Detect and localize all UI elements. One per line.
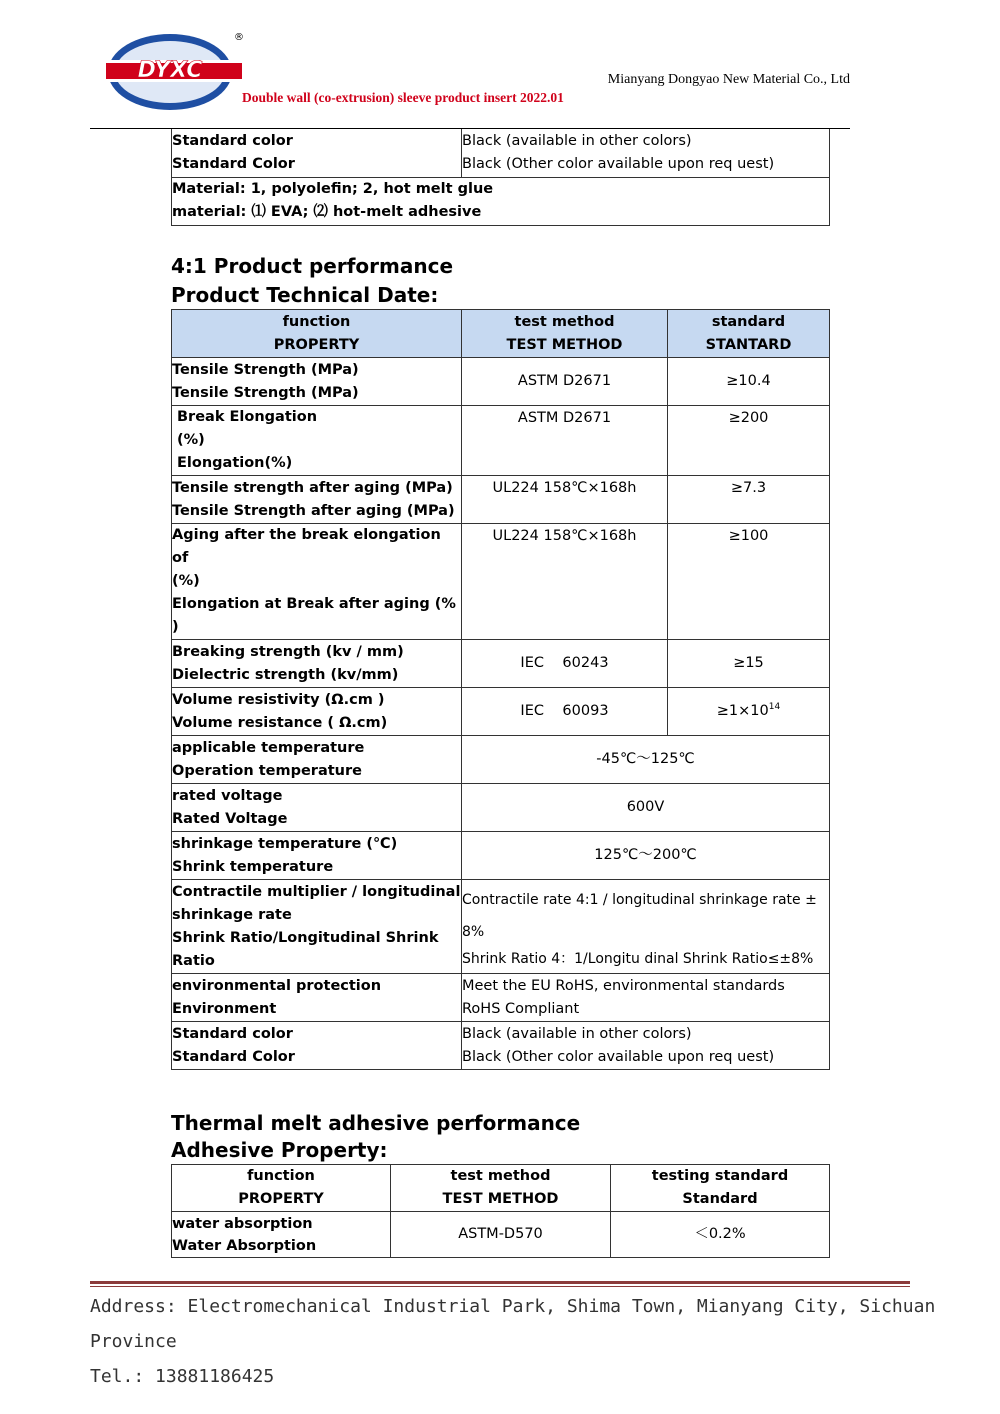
column-header: function (282, 313, 351, 330)
table-row (172, 880, 830, 974)
standard-value: ≥10.4 (668, 358, 830, 406)
table-row (172, 406, 830, 476)
column-header: test method (450, 1168, 551, 1184)
column-header: testing standard (651, 1168, 789, 1184)
value-text: Black (available in other colors) (462, 132, 692, 149)
performance-table (171, 309, 830, 1070)
property-label: Shrink Ratio/Longitudinal Shrink (172, 929, 439, 946)
test-method: ASTM-D570 (391, 1212, 611, 1258)
table-row (172, 524, 830, 640)
merged-value: -45℃～125℃ (462, 736, 830, 784)
column-header: test method (514, 313, 615, 330)
property-label: Tensile Strength after aging (MPa) (172, 502, 455, 519)
property-label: Standard color (172, 132, 293, 149)
footer-address: Address: Electromechanical Industrial Park, Shima Town, Mianyang City, Sichuan (90, 1296, 936, 1317)
value-text: Contractile rate 4:1 / longitudinal shrinkage rate ± (462, 891, 817, 908)
standard-value: ＜0.2% (611, 1212, 830, 1258)
property-label: Environment (172, 1000, 277, 1017)
property-label: Rated Voltage (172, 810, 288, 827)
column-header: PROPERTY (238, 1191, 324, 1207)
property-label: Standard Color (172, 155, 295, 172)
column-header: TEST METHOD (442, 1191, 559, 1207)
column-header: function (247, 1168, 315, 1184)
top-table (171, 129, 830, 226)
table-row (172, 358, 830, 406)
table-row (172, 476, 830, 524)
table-header-row (172, 310, 830, 358)
table-row (172, 736, 830, 784)
table-row (172, 832, 830, 880)
footer-address: Province (90, 1331, 177, 1352)
table-row (172, 784, 830, 832)
property-label: Shrink temperature (172, 858, 334, 875)
company-logo (104, 26, 244, 116)
table-row (172, 1022, 830, 1070)
footer-rule (90, 1286, 910, 1287)
material-text: Material: 1, polyolefin; 2, hot melt glue (172, 181, 494, 197)
property-label: (%) (172, 573, 200, 589)
property-label: Operation temperature (172, 762, 362, 779)
section-heading: Thermal melt adhesive performance (171, 1111, 581, 1135)
test-method: IEC 60093 (462, 688, 668, 736)
property-label: Water Absorption (172, 1237, 317, 1254)
value-text: Black (Other color available upon req uest) (462, 155, 775, 172)
property-label: ) (172, 619, 179, 635)
property-label: rated voltage (172, 787, 283, 804)
document-subtitle: Double wall (co-extrusion) sleeve product insert 2022.01 (242, 90, 564, 105)
footer-rule (90, 1281, 910, 1284)
standard-value: ≥200 (668, 406, 830, 476)
merged-value: 125℃～200℃ (462, 832, 830, 880)
value-text: Meet the EU RoHS, environmental standards (462, 977, 785, 994)
column-header: standard (711, 313, 786, 330)
value-text: RoHS Compliant (462, 1000, 580, 1017)
property-label: Elongation at Break after aging (% (172, 596, 456, 612)
property-label: shrinkage temperature (℃) (172, 835, 398, 852)
column-header: PROPERTY (273, 336, 360, 353)
property-label: Tensile Strength (MPa) (172, 384, 359, 401)
property-label: applicable temperature (172, 739, 365, 756)
standard-value (668, 688, 830, 736)
column-header: TEST METHOD (506, 336, 623, 353)
section-heading: 4:1 Product performance (171, 254, 454, 278)
table-row (172, 688, 830, 736)
table-row (172, 640, 830, 688)
property-label: Breaking strength (kv / mm) (172, 643, 404, 660)
company-name: Mianyang Dongyao New Material Co., Ltd (607, 72, 850, 87)
test-method: UL224 158℃×168h (462, 476, 668, 524)
test-method: UL224 158℃×168h (462, 524, 668, 640)
value-text: 8% (462, 923, 485, 940)
material-text: material: ⑴ EVA; ⑵ hot-melt adhesive (172, 204, 482, 220)
table-row (172, 1212, 830, 1258)
property-label: Elongation(%) (177, 455, 293, 471)
property-label: Break Elongation (177, 409, 318, 425)
value-text: Shrink Ratio 4：1/Longitu dinal Shrink Ratio≤±8% (462, 950, 814, 967)
property-label: Volume resistance ( Ω.cm) (172, 714, 388, 731)
property-label: Aging after the break elongation of (172, 527, 441, 566)
column-header: STANTARD (705, 336, 792, 353)
standard-value: ≥15 (668, 640, 830, 688)
property-label: Tensile strength after aging (MPa) (172, 479, 453, 496)
section-subheading: Product Technical Date: (171, 283, 439, 307)
table-row (172, 974, 830, 1022)
registered-mark: ® (234, 32, 244, 43)
property-label: Contractile multiplier / longitudinal (172, 883, 461, 900)
column-header: Standard (682, 1191, 758, 1207)
test-method: ASTM D2671 (462, 406, 668, 476)
standard-base: ≥1×10 (716, 703, 769, 719)
property-label: shrinkage rate (172, 906, 292, 923)
standard-value: ≥7.3 (668, 476, 830, 524)
property-label: (%) (177, 432, 205, 448)
adhesive-table (171, 1164, 830, 1258)
property-label: water absorption (172, 1215, 313, 1232)
table-row (172, 129, 830, 177)
property-label: Dielectric strength (kv/mm) (172, 666, 399, 683)
table-header-row (172, 1165, 830, 1212)
footer-tel: Tel.: 13881186425 (90, 1366, 275, 1387)
value-text: Black (available in other colors) (462, 1025, 692, 1042)
logo-text: DYXC (137, 58, 203, 83)
property-label: Volume resistivity (Ω.cm ) (172, 691, 385, 708)
standard-exponent: 14 (768, 702, 781, 713)
property-label: environmental protection (172, 977, 382, 994)
table-row (172, 177, 830, 225)
standard-value: ≥100 (668, 524, 830, 640)
section-subheading: Adhesive Property: (171, 1138, 388, 1162)
property-label: Standard Color (172, 1048, 295, 1065)
merged-value: 600V (462, 784, 830, 832)
property-label: Standard color (172, 1025, 293, 1042)
test-method: IEC 60243 (462, 640, 668, 688)
value-text: Black (Other color available upon req uest) (462, 1048, 775, 1065)
property-label: Tensile Strength (MPa) (172, 361, 359, 378)
test-method: ASTM D2671 (462, 358, 668, 406)
property-label: Ratio (172, 952, 215, 969)
